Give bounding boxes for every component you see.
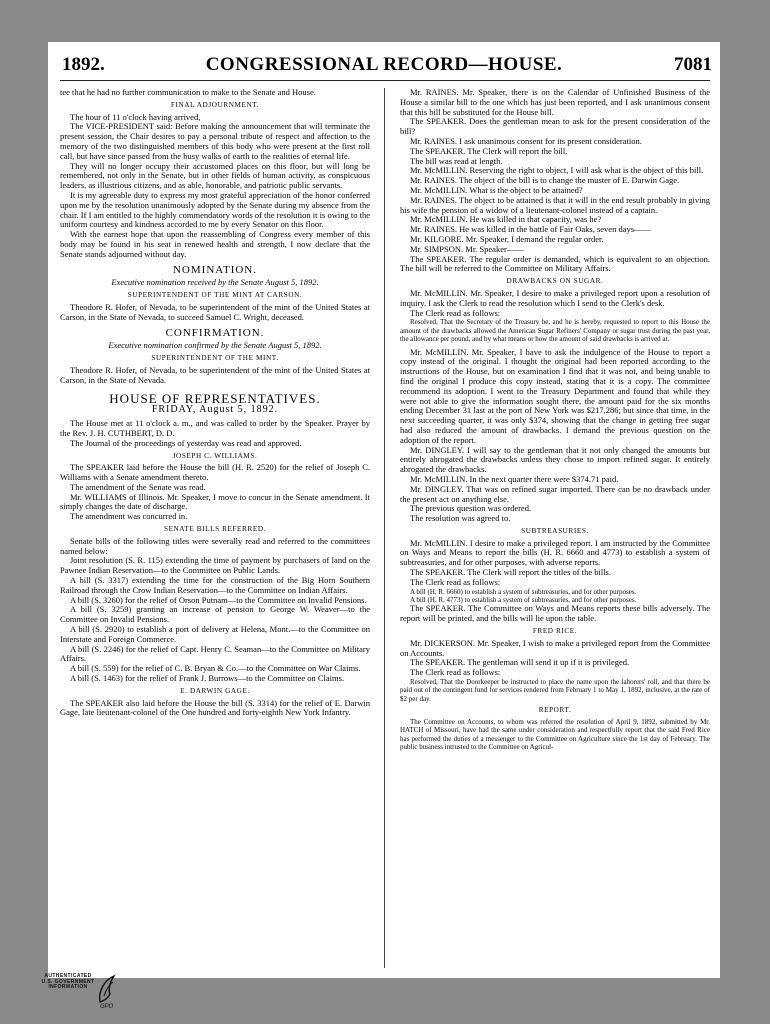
- right-column: [400, 88, 710, 968]
- paragraph: The bill was read at length.: [410, 155, 503, 166]
- paragraph: The SPEAKER. The regular order is demanded, which is equivalent to an objection. The bill will be referred to the Committee on Military Affairs.: [400, 253, 710, 274]
- nomination-office: SUPERINTENDENT OF THE MINT AT CARSON.: [127, 291, 303, 300]
- document-page: [48, 42, 720, 978]
- paragraph: Mr. McMILLIN. What is the object to be attained?: [410, 184, 583, 195]
- paragraph: The previous question was ordered.: [410, 503, 532, 514]
- page-number: 7081: [674, 54, 712, 75]
- paragraph: Mr. RAINES. I ask unanimous consent for its present consideration.: [410, 135, 642, 146]
- nomination-subhead: Executive nomination received by the Senate August 5, 1892.: [111, 277, 319, 288]
- bill-title: A bill (H. R. 6660) to establish a system of subtreasuries, and for other purposes.: [410, 587, 637, 596]
- paragraph: The Journal of the proceedings of yesterday was read and approved.: [70, 437, 302, 448]
- bill-title: A bill (H. R. 4773) to establish a system of subtreasuries, and for other purposes.: [410, 596, 637, 605]
- header-rule: [60, 80, 710, 81]
- paragraph: The resolution was agreed to.: [410, 513, 511, 524]
- paragraph: The amendment of the Senate was read.: [70, 481, 206, 492]
- paragraph: The amendment was concurred in.: [70, 511, 188, 522]
- running-head: [48, 54, 720, 78]
- paragraph: Mr. KILGORE. Mr. Speaker, I demand the regular order.: [410, 233, 604, 244]
- left-column: [60, 88, 370, 968]
- section-heading-subtreasuries: SUBTREASURIES.: [521, 526, 589, 535]
- paragraph: Mr. DINGLEY. I will say to the gentleman that it not only changed the amounts but entirely abrogated the drawbacks unless they chose to import refined sugar. It entirely abrogated the drawbacks.: [400, 444, 710, 475]
- paragraph: The SPEAKER. Does the gentleman mean to ask for the present consideration of the bill?: [400, 116, 710, 137]
- house-heading: HOUSE OF REPRESENTATIVES.: [109, 390, 321, 406]
- column-divider: [384, 88, 385, 968]
- paragraph: The Clerk read as follows:: [410, 576, 501, 587]
- stamp-line: AUTHENTICATED: [44, 973, 92, 979]
- section-heading-confirmation: CONFIRMATION.: [165, 326, 265, 339]
- paragraph: A bill (S. 559) for the relief of C. B. Bryan & Co.—to the Committee on War Claims.: [70, 663, 361, 674]
- eagle-emblem-icon: [96, 974, 118, 1006]
- paragraph: Mr. DICKERSON. Mr. Speaker, I wish to make a privileged report from the Committee on Accounts.: [400, 637, 710, 658]
- house-date: FRIDAY, August 5, 1892.: [151, 404, 279, 416]
- paragraph: It is my agreeable duty to express my most grateful appreciation of the honor conferred upon me by the resolution unanimously adopted by the Senate during my absence from the chair. If I am entitled to the highly commendatory words of the resolution it is owing to the uniform courtesy and kindness accorded to me by every Senator on this floor.: [60, 189, 370, 230]
- nomination-text: Theodore R. Hofer, of Nevada, to be superintendent of the mint of the United States at Carson, in the State of Nevada, to succeed Samuel C. Wright, deceased.: [60, 301, 370, 322]
- section-heading-final-adjournment: FINAL ADJOURNMENT.: [170, 100, 260, 109]
- paragraph: Mr. McMILLIN. I desire to make a privileged report. I am instructed by the Committee on Ways and Means to report the bills (H. R. 6660 and 4773) to establish a system of subtreasuries, and for other purposes, with adverse reports.: [400, 537, 710, 568]
- confirmation-text: Theodore R. Hofer, of Nevada, to be superintendent of the mint of the United States at Carson, in the State of Nevada.: [60, 364, 370, 385]
- header-year: 1892.: [62, 54, 105, 75]
- paragraph: The SPEAKER. The Committee on Ways and Means reports these bills adversely. The report will be printed, and the bills will lie upon the table.: [400, 603, 710, 624]
- paragraph: The SPEAKER. The Clerk will report the bill.: [410, 145, 568, 156]
- paragraph: Mr. RAINES. The object of the bill is to change the muster of E. Darwin Gage.: [410, 175, 680, 186]
- report-text: The Committee on Accounts, to whom was referred the resolution of April 9, 1892, submitted by Mr. HATCH of Missouri, have had the same under consideration and respectfully report that the said Fred Rice has performed the duties of a messenger to the Committee on Agriculture since the 1st day of February. The public business intrusted to the Committee on Agricul-: [400, 718, 710, 752]
- resolution-text: Resolved, That the Doorkeeper be instructed to place the name upon the laborers' roll, and that there be paid out of the contingent fund for services rendered from February 1 to May 1, 1892, inclusive, at the rate of $2 per day.: [400, 678, 710, 703]
- paragraph: The SPEAKER. The gentleman will send it up if it is privileged.: [410, 657, 630, 668]
- paragraph: Mr. RAINES. The object to be attained is that it will in the end result probably in giving his wife the pension of a widow of a lieutenant-colonel instead of a captain.: [400, 194, 710, 215]
- paragraph: Mr. McMILLIN. He was killed in that capacity, was he?: [410, 214, 602, 225]
- paragraph: Mr. DINGLEY. That was on refined sugar imported. There can be no drawback under the present act on anything else.: [400, 483, 710, 504]
- stamp-line: U.S. GOVERNMENT: [41, 978, 95, 985]
- gpo-authentication-stamp: [38, 974, 138, 1018]
- section-heading-gage: E. DARWIN GAGE.: [180, 686, 250, 695]
- confirmation-subhead: Executive nomination confirmed by the Senate August 5, 1892.: [108, 340, 322, 351]
- paragraph: Mr. SIMPSON. Mr. Speaker——: [410, 243, 524, 254]
- paragraph: Joint resolution (S. R. 115) extending the time of payment by purchasers of land on the Pawnee Indian Reservation—to the Committee on Public Lands.: [60, 555, 370, 576]
- paragraph: Mr. WILLIAMS of Illinois. Mr. Speaker, I move to concur in the Senate amendment. It simply changes the date of discharge.: [60, 491, 370, 512]
- section-heading-williams: JOSEPH C. WILLIAMS.: [172, 451, 258, 460]
- paragraph: A bill (S. 1463) for the relief of Frank J. Burrows—to the Committee on Claims.: [70, 673, 345, 684]
- paragraph: The Clerk read as follows:: [410, 307, 501, 318]
- paragraph: Mr. McMILLIN. In the next quarter there were $374.71 paid.: [410, 473, 619, 484]
- paragraph: A bill (S. 3259) granting an increase of pension to George W. Weaver—to the Committee on Invalid Pensions.: [60, 604, 370, 625]
- paragraph: The Clerk read as follows:: [410, 667, 501, 678]
- paragraph: A bill (S. 3317) extending the time for the construction of the Big Horn Southern Railroad through the Crow Indian Reservation—to the Committee on Indian Affairs.: [60, 575, 370, 595]
- intro-paragraph: tee that he had no further communication to make to the Senate and House.: [60, 88, 316, 97]
- paragraph: A bill (S. 2920) to establish a port of delivery at Helena, Mont.—to the Committee on Interstate and Foreign Commerce.: [60, 624, 370, 644]
- paragraph: Mr. RAINES. Mr. Speaker, there is on the Calendar of Unfinished Business of the House a similar bill to the one which has just been reported, and I ask unanimous consent that this bill be substituted for the House bill.: [400, 88, 710, 117]
- stamp-line: INFORMATION: [48, 984, 88, 991]
- paragraph: A bill (S. 3260) for the relief of Orson Putnam—to the Committee on Invalid Pensions.: [70, 594, 367, 605]
- section-heading-rice: FRED RICE.: [532, 627, 578, 636]
- section-heading-senate-bills: SENATE BILLS REFERRED.: [163, 525, 267, 534]
- paragraph: Mr. RAINES. He was killed in the battle of Fair Oaks, seven days——: [410, 224, 652, 235]
- paragraph: Mr. McMILLIN. Mr. Speaker, I have to ask the indulgence of the House to report a copy instead of the original. I thought the original had been reported according to the instructions of the House, but on examination I find that it was not, and being unable to find the original I produce this copy instead, stating that it is a copy. The committee recommend its adoption. I went to the Treasury Department and found that while they were not able to give the information sought there, the amount paid for the six months ending December 31 last at the port of New York was $217,286; but since that time, in the next succeeding quarter, it was only $374, showing that the change in getting free sugar had also reduced the amount of drawbacks. I demand the previous question on the adoption of the report.: [400, 346, 710, 445]
- paragraph: Mr. McMILLIN. Reserving the right to object, I will ask what is the object of this bill.: [410, 165, 704, 176]
- paragraph: Senate bills of the following titles were severally read and referred to the committees named below:: [60, 535, 370, 556]
- confirmation-office: SUPERINTENDENT OF THE MINT.: [151, 354, 279, 363]
- paragraph: Mr. McMILLIN. Mr. Speaker, I desire to make a privileged report upon a resolution of inquiry. I ask the Clerk to read the resolution which I send to the Clerk's desk.: [400, 287, 710, 308]
- section-heading-drawbacks: DRAWBACKS ON SUGAR.: [506, 277, 604, 286]
- header-title: CONGRESSIONAL RECORD—HOUSE.: [205, 54, 563, 75]
- paragraph: The SPEAKER laid before the House the bill (H. R. 2520) for the relief of Joseph C. Williams with a Senate amendment thereto.: [60, 462, 370, 483]
- paragraph: The SPEAKER also laid before the House the bill (S. 3314) for the relief of E. Darwin Gage, late lieutenant-colonel of the One hundred and forty-eighth New York Infantry.: [60, 697, 370, 718]
- resolution-text: Resolved, That the Secretary of the Treasury be, and he is hereby, requested to report to this House the amount of the drawbacks allowed the American Sugar Refiners' Company or sugar trust during the past year, the allowance per pound, and by what means or how the amount of said drawbacks is arrived at.: [400, 318, 710, 344]
- paragraph: The SPEAKER. The Clerk will report the titles of the bills.: [410, 567, 611, 578]
- gpo-label: GPO: [100, 1004, 114, 1010]
- section-heading-report: REPORT.: [538, 706, 572, 715]
- paragraph: The hour of 11 o'clock having arrived,: [70, 111, 201, 122]
- paragraph: The VICE-PRESIDENT said: Before making the announcement that will terminate the present session, the Chair desires to pay a personal tribute of respect and affection to the memory of the two distinguished members of this body who were present at the first roll call, but have since passed from the busy walks of earth to the realities of eternal life.: [60, 121, 370, 161]
- paragraph: A bill (S. 2246) for the relief of Capt. Henry C. Seaman—to the Committee on Military Affairs.: [60, 643, 370, 664]
- paragraph: With the earnest hope that upon the reassembling of Congress every member of this body may be found in his seat in renewed health and strength, I now declare that the Senate stands adjourned without day.: [60, 229, 370, 259]
- paragraph: The House met at 11 o'clock a. m., and was called to order by the Speaker. Prayer by the Rev. J. H. CUTHBERT, D. D.: [60, 418, 370, 438]
- paragraph: They will no longer occupy their accustomed places on this floor, but will long be remembered, not only in the Senate, but in other fields of human activity, as conspicuous leaders, as illustrious citizens, and as able, honorable, and patriotic public servants.: [60, 160, 370, 191]
- section-heading-nomination: NOMINATION.: [172, 263, 258, 276]
